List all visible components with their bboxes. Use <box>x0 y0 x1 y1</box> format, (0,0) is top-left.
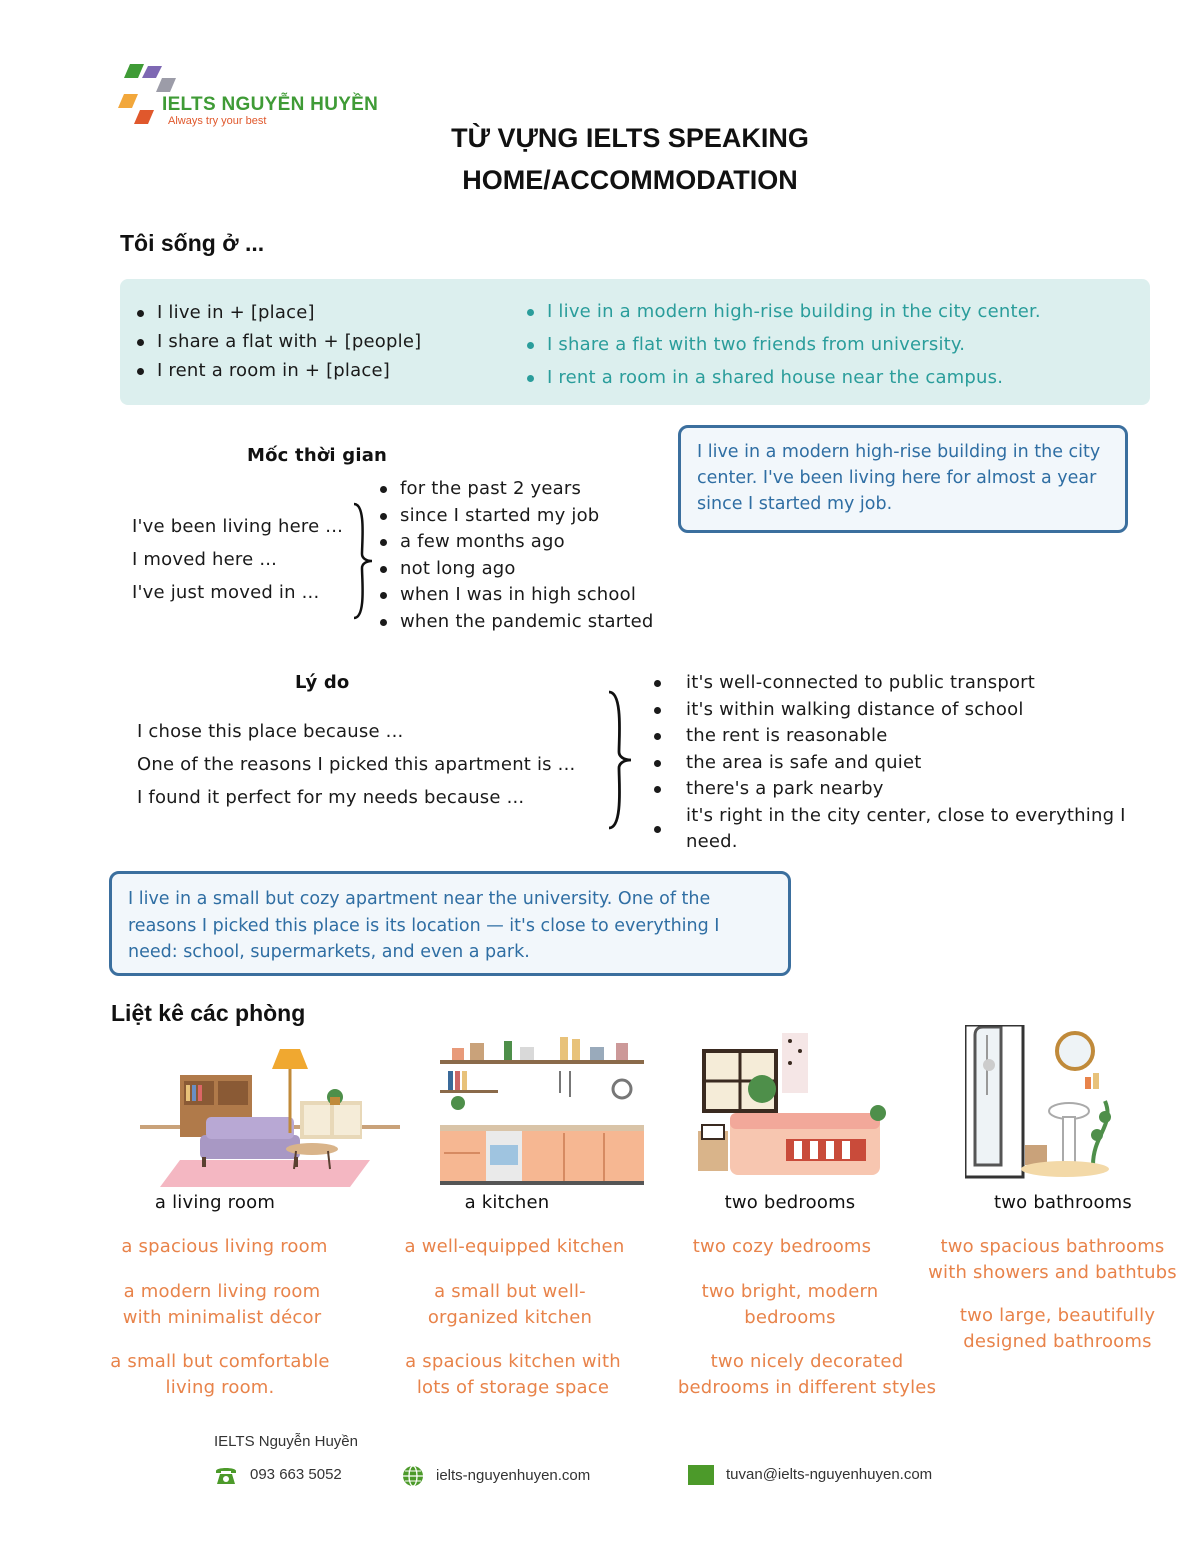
reason-stem: One of the reasons I picked this apartment is ... <box>137 754 576 775</box>
pattern-item: I rent a room in + [place] <box>135 356 421 385</box>
reason-options <box>652 670 1162 856</box>
logo-tagline: Always try your best <box>168 115 267 127</box>
time-example-box: I live in a modern high-rise building in the city center. I've been living here for almost a year since I started my job. <box>678 425 1128 533</box>
section-heading-live: Tôi sống ở ... <box>120 230 265 256</box>
phone-icon <box>214 1465 238 1485</box>
reason-option: the area is safe and quiet <box>652 750 1162 777</box>
room-label-bathrooms: two bathrooms <box>994 1192 1132 1213</box>
reason-brace-icon <box>603 690 635 830</box>
email-address: tuvan@ielts-nguyenhuyen.com <box>726 1465 933 1483</box>
room-label-living: a living room <box>154 1192 276 1213</box>
example-item: I share a flat with two friends from university. <box>525 328 1041 361</box>
time-heading: Mốc thời gian <box>247 445 388 466</box>
room-phrase: two cozy bedrooms <box>692 1236 872 1257</box>
website-url: ielts-nguyenhuyen.com <box>436 1466 591 1484</box>
reason-option: it's well-connected to public transport <box>652 670 1162 697</box>
logo-name: IELTS NGUYỄN HUYỀN <box>162 94 379 115</box>
pattern-item: I live in + [place] <box>135 298 421 327</box>
time-stems <box>132 510 343 609</box>
reason-heading: Lý do <box>295 672 350 693</box>
room-label-kitchen: a kitchen <box>464 1192 550 1213</box>
reason-stem: I chose this place because ... <box>137 721 404 742</box>
time-option: a few months ago <box>378 529 654 556</box>
pattern-item: I share a flat with + [people] <box>135 327 421 356</box>
time-stem: I've been living here ... <box>132 516 344 537</box>
live-examples <box>525 295 1041 394</box>
room-phrase: a spacious living room <box>121 1236 328 1257</box>
room-phrase: two spacious bathrooms with showers and bathtubs <box>928 1236 1177 1283</box>
reason-option: there's a park nearby <box>652 776 1162 803</box>
page-title-line2: HOME/ACCOMMODATION <box>462 165 798 195</box>
page-title-line1: TỪ VỰNG IELTS SPEAKING <box>451 123 809 153</box>
phone-number: 093 663 5052 <box>250 1465 342 1483</box>
room-phrase: two large, beautifully designed bathrooms <box>959 1305 1156 1352</box>
email-icon <box>688 1465 714 1485</box>
room-phrase: two bright, modern bedrooms <box>701 1281 879 1328</box>
time-option: since I started my job <box>378 503 654 530</box>
room-phrase: a small but well-organized kitchen <box>427 1281 593 1328</box>
example-item: I rent a room in a shared house near the campus. <box>525 361 1041 394</box>
time-option: not long ago <box>378 556 654 583</box>
time-stem: I've just moved in ... <box>132 582 320 603</box>
globe-icon <box>402 1465 424 1487</box>
room-label-bedrooms: two bedrooms <box>724 1192 856 1213</box>
reason-stem: I found it perfect for my needs because ... <box>137 787 525 808</box>
room-phrase: a modern living room with minimalist décor <box>122 1281 322 1328</box>
footer-website[interactable] <box>402 1465 590 1487</box>
footer-phone[interactable] <box>214 1465 342 1485</box>
footer-email[interactable] <box>688 1465 932 1485</box>
reason-option: the rent is reasonable <box>652 723 1162 750</box>
bedroom-illustration <box>690 1027 890 1190</box>
time-stem: I moved here ... <box>132 549 278 570</box>
reason-option: it's within walking distance of school <box>652 697 1162 724</box>
section-heading-rooms: Liệt kê các phòng <box>111 1000 306 1026</box>
time-option: when the pandemic started <box>378 609 654 636</box>
room-phrase: a small but comfortable living room. <box>110 1351 330 1398</box>
time-brace-icon <box>348 502 376 620</box>
room-phrase: a spacious kitchen with lots of storage space <box>405 1351 621 1398</box>
reason-stems <box>137 715 575 814</box>
footer-name: IELTS Nguyễn Huyền <box>214 1433 358 1450</box>
room-phrase: two nicely decorated bedrooms in different styles <box>677 1351 937 1398</box>
time-options <box>378 476 654 635</box>
reason-option: it's right in the city center, close to everything I need. <box>652 803 1162 856</box>
bathroom-illustration <box>965 1025 1115 1185</box>
kitchen-illustration <box>440 1033 644 1188</box>
reason-example-box: I live in a small but cozy apartment near the university. One of the reasons I picked this place is its location — it's close to everything I need: school, supermarkets, and even a park. <box>109 871 791 976</box>
living-room-illustration <box>140 1045 400 1190</box>
time-option: when I was in high school <box>378 582 654 609</box>
time-option: for the past 2 years <box>378 476 654 503</box>
brand-logo <box>118 62 378 132</box>
live-patterns <box>135 298 421 385</box>
room-phrase: a well-equipped kitchen <box>404 1236 625 1257</box>
example-item: I live in a modern high-rise building in the city center. <box>525 295 1041 328</box>
